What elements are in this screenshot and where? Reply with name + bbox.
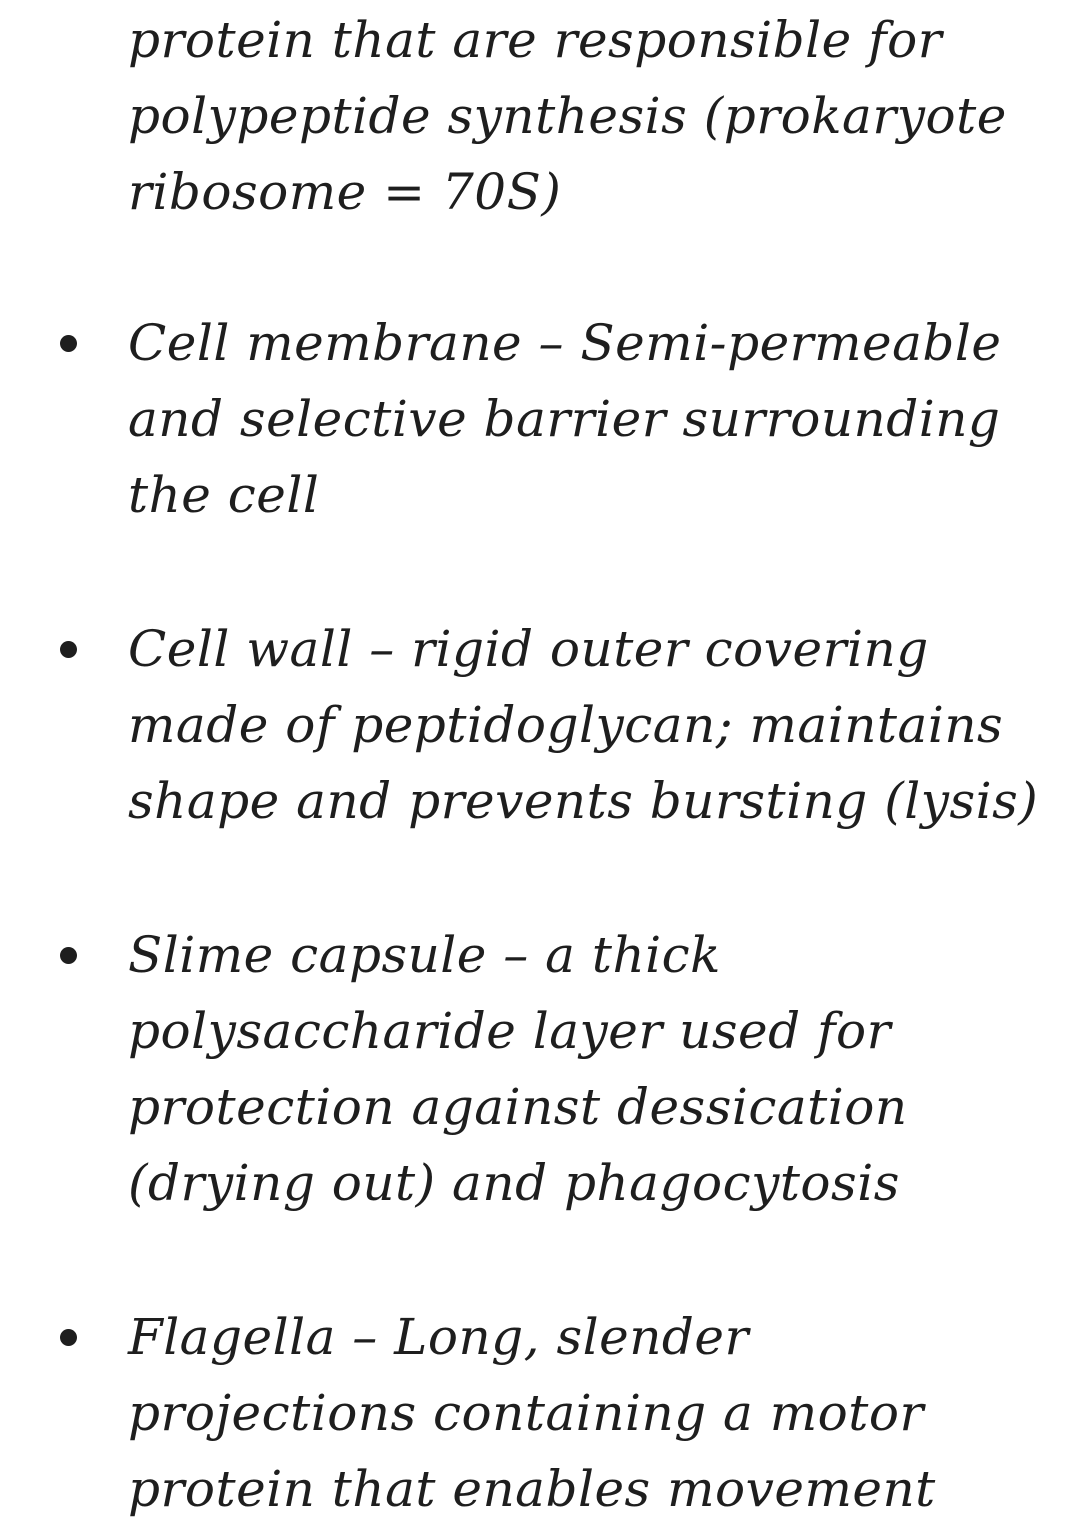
- bullet-flagella: [60, 1329, 77, 1346]
- slime-capsule-line-4: (drying out) and phagocytosis: [128, 1154, 900, 1212]
- intro-line-2: polypeptide synthesis (prokaryote: [128, 87, 1007, 145]
- bullet-slime-capsule: [60, 947, 77, 964]
- slime-capsule-line-1: Slime capsule – a thick: [128, 926, 721, 984]
- cell-wall-line-3: shape and prevents bursting (lysis): [128, 772, 1039, 830]
- cell-membrane-line-3: the cell: [128, 466, 320, 524]
- slime-capsule-line-3: protection against dessication: [128, 1078, 908, 1136]
- flagella-line-3: protein that enables movement: [128, 1460, 936, 1518]
- cell-wall-line-1: Cell wall – rigid outer covering: [128, 620, 929, 678]
- cell-wall-line-2: made of peptidoglycan; maintains: [128, 696, 1004, 754]
- bullet-cell-wall: [60, 641, 77, 658]
- flagella-line-1: Flagella – Long, slender: [128, 1308, 749, 1366]
- flagella-line-2: projections containing a motor: [128, 1384, 924, 1442]
- cell-membrane-line-2: and selective barrier surrounding: [128, 390, 1001, 448]
- cell-membrane-line-1: Cell membrane – Semi-permeable: [128, 314, 1002, 372]
- intro-line-3: ribosome = 70S): [128, 163, 562, 221]
- slime-capsule-line-2: polysaccharide layer used for: [128, 1002, 892, 1060]
- intro-line-1: protein that are responsible for: [128, 11, 943, 69]
- bullet-cell-membrane: [60, 335, 77, 352]
